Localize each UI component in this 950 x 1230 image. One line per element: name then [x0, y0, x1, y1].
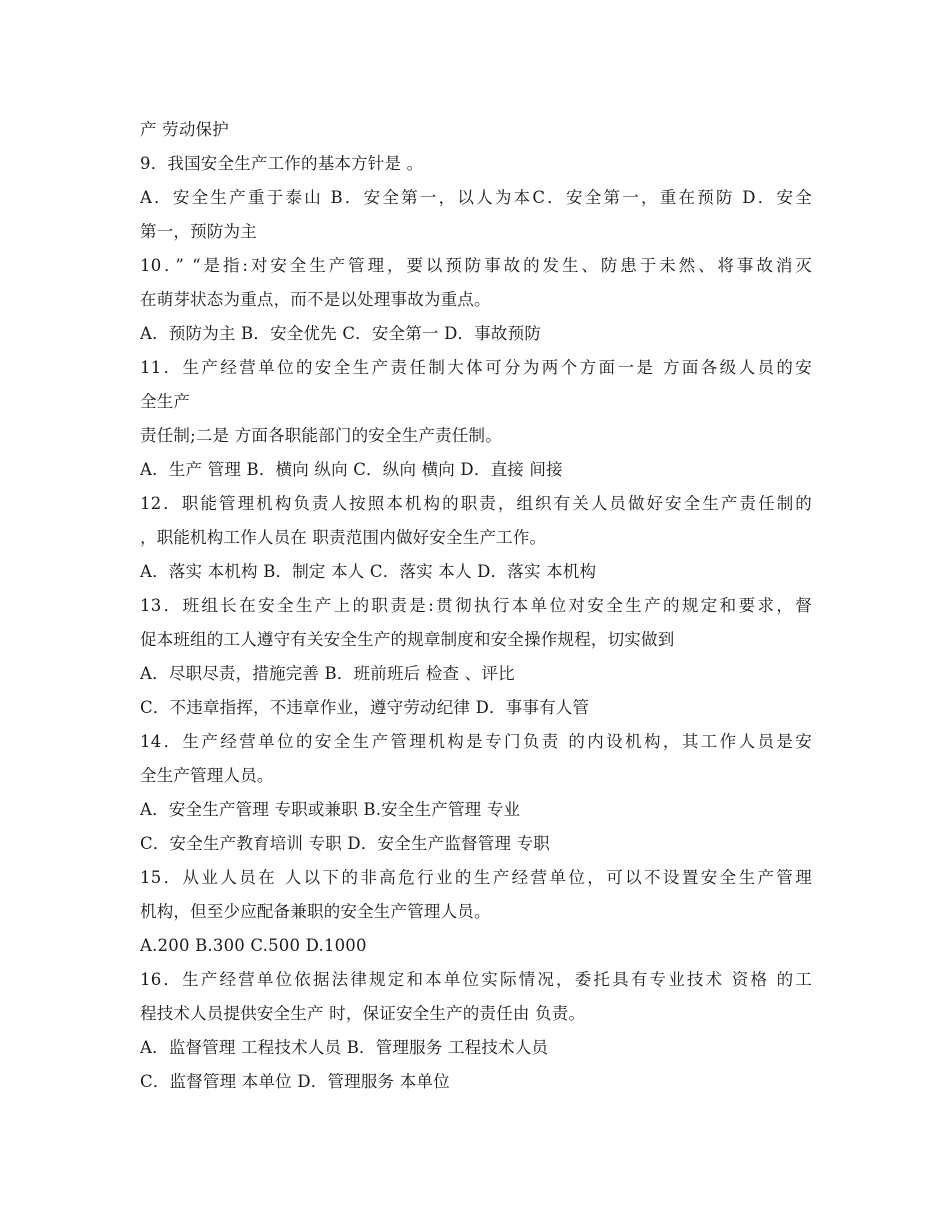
text-line: C．安全生产教育培训 专职 D．安全生产监督管理 专职: [140, 834, 550, 853]
text-line: 13．班组长在安全生产上的职责是:贯彻执行本单位对安全生产的规定和要求，督: [140, 596, 812, 615]
text-line: A．预防为主 B．安全优先 C．安全第一 D．事故预防: [140, 324, 542, 343]
text-line: 10．” “是指:对安全生产管理，要以预防事故的发生、防患于未然、将事故消灭: [140, 256, 812, 275]
text-line: 第一，预防为主: [140, 222, 257, 241]
text-line: 机构，但至少应配备兼职的安全生产管理人员。: [140, 902, 491, 921]
text-line: 全生产管理人员。: [140, 766, 274, 785]
text-line: 产 劳动保护: [140, 120, 229, 139]
text-line: C．不违章指挥，不违章作业，遵守劳动纪律 D．事事有人管: [140, 698, 590, 717]
text-line: A．安全生产管理 专职或兼职 B.安全生产管理 专业: [140, 800, 521, 819]
text-line: 责任制;二是 方面各职能部门的安全生产责任制。: [140, 426, 502, 445]
text-line: 16．生产经营单位依据法律规定和本单位实际情况，委托具有专业技术 资格 的工: [140, 970, 812, 989]
text-line: A．尽职尽责，措施完善 B．班前班后 检查 、评比: [140, 664, 515, 683]
text-line: 在萌芽状态为重点，而不是以处理事故为重点。: [140, 290, 491, 309]
text-line: 11．生产经营单位的安全生产责任制大体可分为两个方面一是 方面各级人员的安: [140, 358, 812, 377]
text-line: 促本班组的工人遵守有关安全生产的规章制度和安全操作规程，切实做到: [140, 630, 675, 649]
text-line: 程技术人员提供安全生产 时，保证安全生产的责任由 负责。: [140, 1004, 586, 1023]
text-line: 9．我国安全生产工作的基本方针是 。: [140, 154, 424, 173]
text-line: C．监督管理 本单位 D．管理服务 本单位: [140, 1072, 450, 1091]
text-line: 12．职能管理机构负责人按照本机构的职责，组织有关人员做好安全生产责任制的: [140, 494, 812, 513]
text-line: ，职能机构工作人员在 职责范围内做好安全生产工作。: [140, 528, 547, 547]
text-line: A．生产 管理 B．横向 纵向 C．纵向 横向 D．直接 间接: [140, 460, 563, 479]
text-line: A.200 B.300 C.500 D.1000: [140, 936, 367, 955]
text-line: 14．生产经营单位的安全生产管理机构是专门负责 的内设机构，其工作人员是安: [140, 732, 812, 751]
text-line: 全生产: [140, 392, 191, 411]
text-line: A．监督管理 工程技术人员 B．管理服务 工程技术人员: [140, 1038, 549, 1057]
text-line: 15．从业人员在 人以下的非高危行业的生产经营单位，可以不设置安全生产管理: [140, 868, 812, 887]
document-body: [140, 113, 812, 1099]
text-line: A．安全生产重于泰山 B．安全第一，以人为本C．安全第一，重在预防 D．安全: [140, 188, 812, 207]
text-line: A．落实 本机构 B．制定 本人 C．落实 本人 D．落实 本机构: [140, 562, 597, 581]
